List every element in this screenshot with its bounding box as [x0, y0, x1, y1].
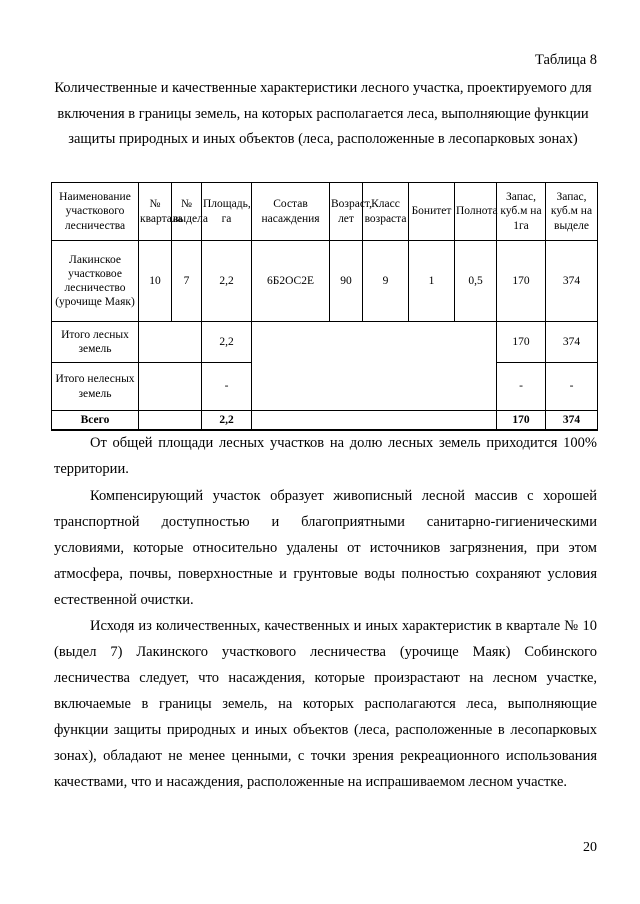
cell-sostav: 6Б2ОС2Е [252, 241, 330, 322]
cell-zapas-ha: 170 [497, 322, 546, 363]
header-age-class: Класс возраста [363, 183, 409, 241]
cell-zapas-ha: - [497, 363, 546, 411]
table-row [52, 241, 598, 322]
header-zapas-ha: Запас, куб.м на 1га [497, 183, 546, 241]
header-age: Возраст, лет [330, 183, 363, 241]
cell-vydel: 7 [172, 241, 202, 322]
table-label: Таблица 8 [534, 52, 597, 68]
cell-area: 2,2 [202, 241, 252, 322]
page-number: 20 [583, 840, 597, 855]
cell-kvartal: 10 [139, 241, 172, 322]
cell-zapas-vydel: 374 [546, 241, 598, 322]
cell-empty [139, 411, 202, 430]
cell-name: Итого лесных земель [52, 322, 139, 363]
header-sostav: Состав насаждения [252, 183, 330, 241]
table-row-grand-total [52, 411, 598, 430]
cell-area: 2,2 [202, 322, 252, 363]
table-row-forest-total [52, 322, 598, 363]
cell-empty [139, 363, 202, 411]
header-polnota: Полнота [455, 183, 497, 241]
forest-characteristics-table [51, 182, 598, 431]
cell-area: - [202, 363, 252, 411]
cell-zapas-ha: 170 [497, 411, 546, 430]
cell-zapas-vydel: - [546, 363, 598, 411]
cell-area: 2,2 [202, 411, 252, 430]
header-name: Наименование участкового лесничества [52, 183, 139, 241]
header-vydel: № выдела [172, 183, 202, 241]
cell-name: Лакинское участковое лесничество (урочище Маяк) [52, 241, 139, 322]
header-area: Площадь, га [202, 183, 252, 241]
table-caption: Количественные и качественные характеристики лесного участка, проектируемого для включения в границы земель, на которых располагается леса, выполняющие функции защиты природных и иных объектов (леса, расположенные в лесопарковых зонах) [54, 80, 592, 147]
cell-empty [139, 322, 202, 363]
header-bonitet: Бонитет [409, 183, 455, 241]
cell-age-class: 9 [363, 241, 409, 322]
cell-zapas-ha: 170 [497, 241, 546, 322]
cell-name: Итого нелесных земель [52, 363, 139, 411]
paragraph-compensating-plot: Компенсирующий участок образует живописный лесной массив с хорошей транспортной доступностью и благоприятными санитарно-гигиеническими условиями, которые относительно удалены от источников загрязнения, при этом атмосфера, почвы, поверхностные и грунтовые воды полностью сохраняют условия естественной очистки. [54, 488, 597, 608]
cell-bonitet: 1 [409, 241, 455, 322]
cell-polnota: 0,5 [455, 241, 497, 322]
cell-empty [252, 411, 497, 430]
cell-name: Всего [52, 411, 139, 430]
cell-zapas-vydel: 374 [546, 411, 598, 430]
table-header-row [52, 183, 598, 241]
paragraph-forest-share: От общей площади лесных участков на долю лесных земель приходится 100% территории. [54, 435, 597, 477]
cell-age: 90 [330, 241, 363, 322]
header-zapas-vydel: Запас, куб.м на выделе [546, 183, 598, 241]
cell-zapas-vydel: 374 [546, 322, 598, 363]
paragraph-conclusion: Исходя из количественных, качественных и иных характеристик в квартале № 10 (выдел 7) Лакинского участкового лесничества (урочище Маяк) Собинского лесничества следует, что насаждения, которые произрастают на лесном участке, включаемые в границы земель, на которых располагаются леса, выполняющие функции защиты природных и иных объектов (леса, расположенные в лесопарковых зонах), обладают не менее ценными, с точки зрения рекреационного использования качествами, что и насаждения, расположенные на испрашиваемом лесном участке. [54, 618, 597, 790]
cell-empty-merged [252, 322, 497, 411]
header-kvartal: № квартала [139, 183, 172, 241]
